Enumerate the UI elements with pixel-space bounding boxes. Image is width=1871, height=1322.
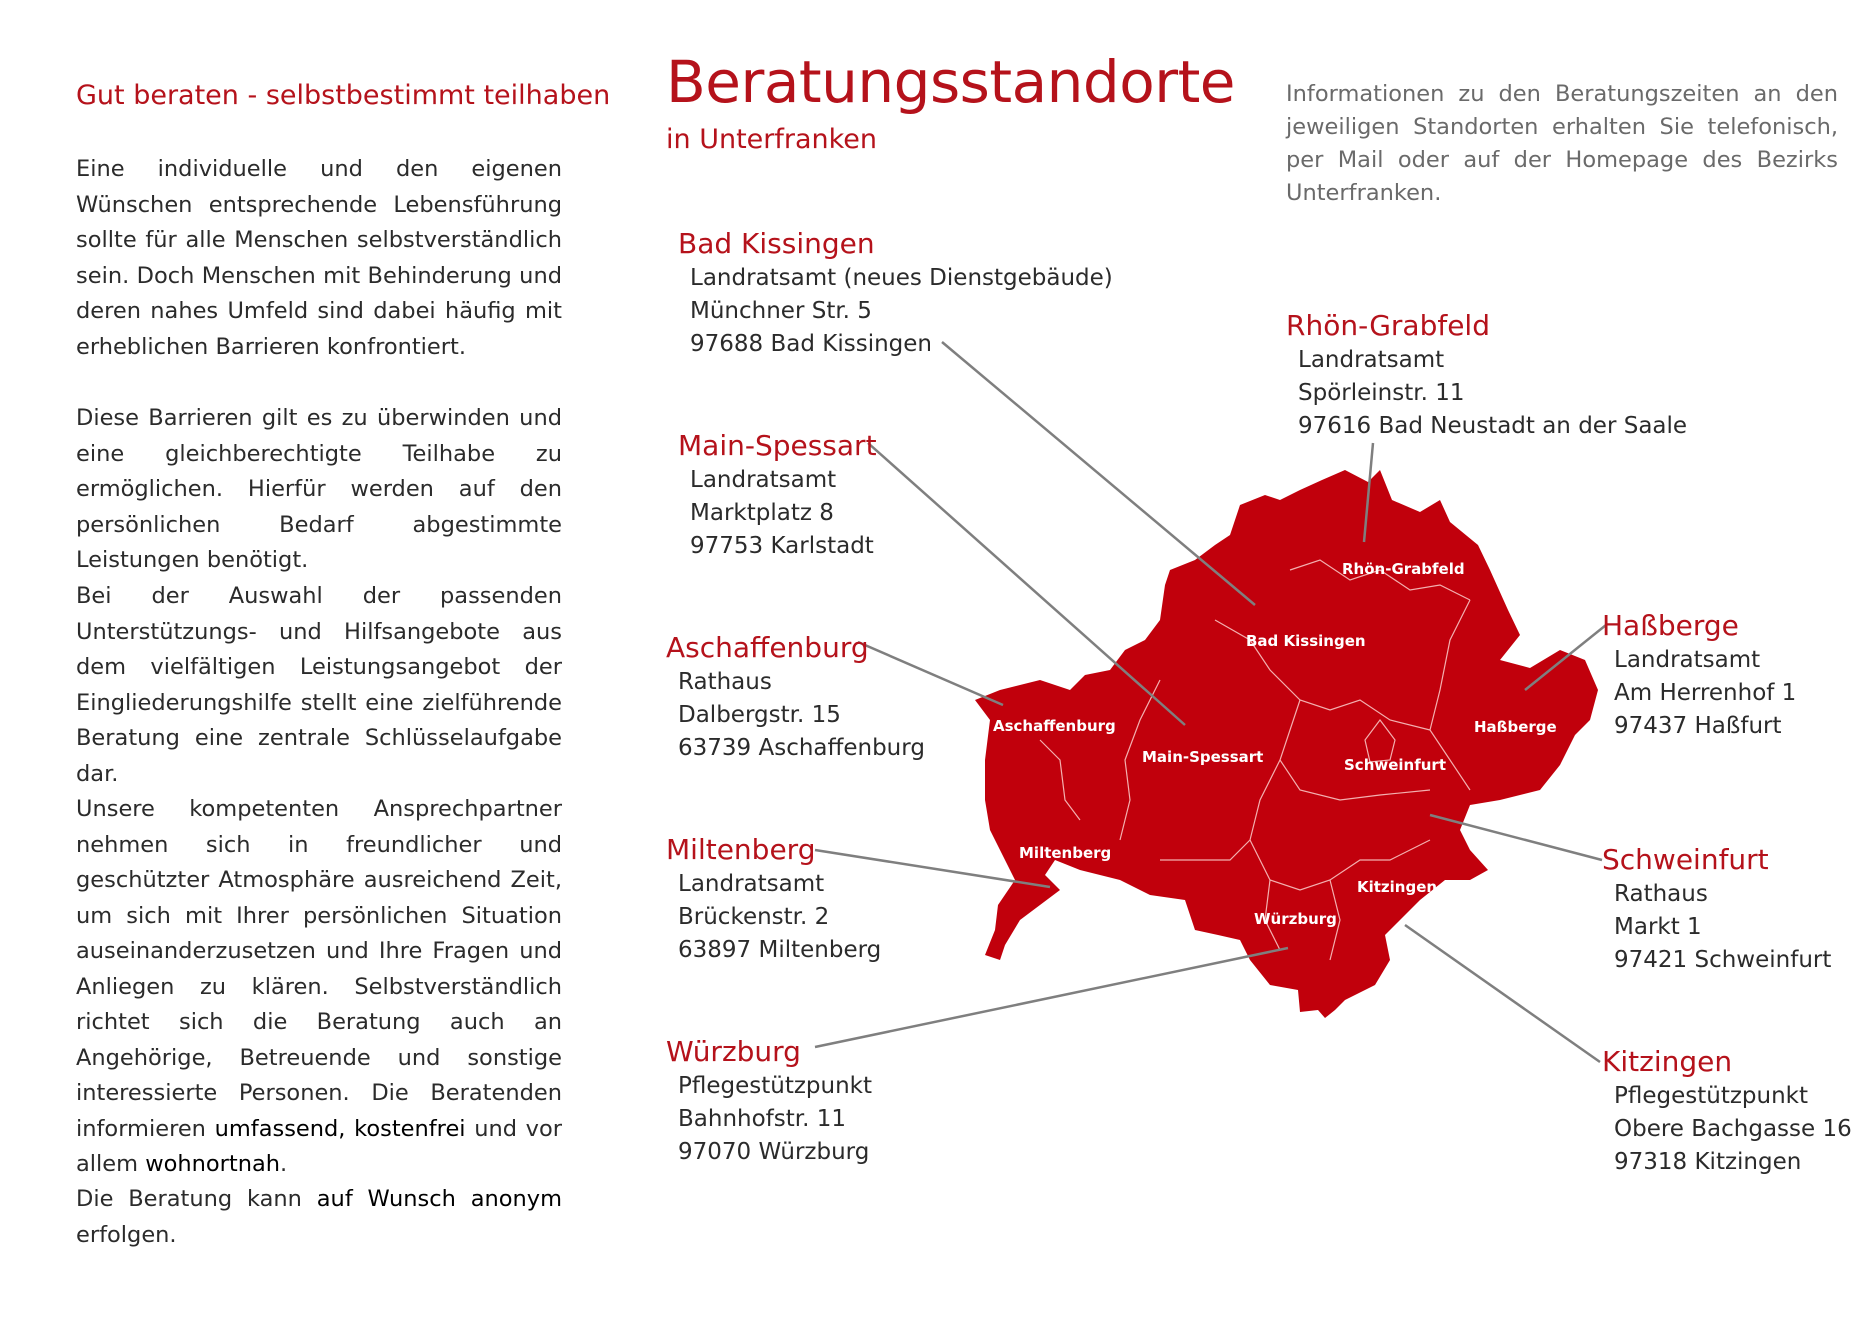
location-line: Landratsamt (neues Dienstgebäude) [690, 265, 1113, 291]
map-label-hassberge: Haßberge [1474, 718, 1557, 736]
location-line: 97688 Bad Kissingen [690, 331, 932, 357]
location-line: 97753 Karlstadt [690, 533, 874, 559]
location-bad-kissingen [678, 226, 1113, 361]
location-wuerzburg [666, 1034, 872, 1169]
location-line: Rathaus [678, 669, 772, 695]
map-label-aschaffenburg: Aschaffenburg [993, 717, 1116, 735]
location-aschaffenburg [666, 630, 925, 765]
info-text: Informationen zu den Beratungszeiten an den jeweiligen Standorten erhalten Sie telefonisch, per Mail oder auf der Homepage des Bezirks Unterfranken. [1286, 81, 1838, 206]
location-line: Pflegestützpunkt [1614, 1083, 1809, 1109]
p5-text-c: erfolgen. [76, 1221, 177, 1248]
location-line: Landratsamt [1614, 647, 1761, 673]
location-line: 97318 Kitzingen [1614, 1149, 1802, 1175]
p4-text-e: . [280, 1151, 288, 1177]
location-line: Spörleinstr. 11 [1298, 380, 1465, 406]
location-line: 97070 Würzburg [678, 1139, 870, 1165]
location-rhoen-grabfeld [1286, 308, 1687, 443]
location-name: Miltenberg [666, 833, 816, 866]
map-label-miltenberg: Miltenberg [1019, 844, 1112, 862]
p4-emphasis-2: wohnortnah [145, 1151, 281, 1177]
location-miltenberg [666, 832, 881, 967]
location-line: Obere Bachgasse 16 [1614, 1116, 1852, 1142]
map-shape [975, 470, 1598, 1018]
location-line: Landratsamt [678, 871, 825, 897]
location-line: 97421 Schweinfurt [1614, 947, 1832, 973]
map-label-bad-kissingen: Bad Kissingen [1246, 632, 1366, 650]
location-name: Kitzingen [1602, 1045, 1733, 1078]
location-name: Rhön-Grabfeld [1286, 309, 1490, 342]
location-line: 63739 Aschaffenburg [678, 735, 925, 761]
page-subtitle: in Unterfranken [666, 124, 878, 155]
location-name: Bad Kissingen [678, 227, 875, 260]
map-label-main-spessart: Main-Spessart [1142, 748, 1264, 766]
location-hassberge [1602, 608, 1796, 743]
location-line: Dalbergstr. 15 [678, 702, 841, 728]
map-label-rhoen-grabfeld: Rhön-Grabfeld [1342, 560, 1465, 578]
map-label-wuerzburg: Würzburg [1254, 910, 1337, 928]
location-line: 97437 Haßfurt [1614, 713, 1782, 739]
paragraph-2: Diese Barrieren gilt es zu überwinden und eine gleichberechtigte Teilhabe zu ermöglichen. Hierfür werden auf den persönlichen Bedarf abgestimmte Leistungen benötigt. [76, 405, 562, 573]
map-label-schweinfurt: Schweinfurt [1344, 756, 1446, 774]
location-schweinfurt [1602, 842, 1831, 977]
location-line: Marktplatz 8 [690, 500, 834, 526]
location-line: 97616 Bad Neustadt an der Saale [1298, 413, 1688, 439]
location-line: Am Herrenhof 1 [1614, 680, 1797, 706]
p4-text-a: Unsere kompetenten Ansprechpartner nehmen sich in freundlicher und geschützter Atmosphäre ausreichend Zeit, um sich mit Ihrer persönlichen Situation auseinanderzusetzen und Ihre Fragen und Anliegen zu klären. Selbstverständlich richtet sich die Beratung auch an Angehörige, Betreuende und sonstige interessierte Personen. Die Beratenden informieren [76, 796, 562, 1142]
left-heading: Gut beraten - selbstbestimmt teilhaben [76, 80, 611, 111]
location-line: Bahnhofstr. 11 [678, 1106, 847, 1132]
location-line: Landratsamt [1298, 347, 1445, 373]
p4-emphasis-1: umfassend, kostenfrei [214, 1115, 466, 1142]
map-label-kitzingen: Kitzingen [1357, 878, 1438, 896]
p5-text-a: Die Beratung kann [76, 1186, 317, 1212]
location-name: Schweinfurt [1602, 843, 1769, 876]
paragraph-5 [76, 1182, 562, 1253]
p5-emphasis: auf Wunsch anonym [316, 1186, 562, 1212]
location-name: Würzburg [666, 1035, 801, 1068]
p4-text-c: und vor allem [76, 1115, 563, 1177]
page-title: Beratungsstandorte [666, 48, 1235, 116]
paragraph-3: Bei der Auswahl der passenden Unterstützungs- und Hilfsangebote aus dem vielfältigen Leistungsangebot der Eingliederungshilfe stellt eine zielführende Beratung eine zentrale Schlüsselaufgabe dar. [76, 583, 562, 787]
paragraph-4 [76, 792, 562, 1183]
location-line: 63897 Miltenberg [678, 937, 882, 963]
location-line: Markt 1 [1614, 914, 1702, 940]
location-line: Münchner Str. 5 [690, 298, 872, 324]
location-line: Landratsamt [690, 467, 837, 493]
location-kitzingen [1602, 1044, 1852, 1179]
paragraph-1: Eine individuelle und den eigenen Wünschen entsprechende Lebensführung sollte für alle Menschen selbstverständlich sein. Doch Menschen mit Behinderung und deren nahes Umfeld sind dabei häufig mit erheblichen Barrieren konfrontiert. [76, 156, 562, 360]
location-name: Main-Spessart [678, 429, 877, 462]
location-line: Rathaus [1614, 881, 1708, 907]
location-main-spessart [678, 428, 877, 563]
location-name: Aschaffenburg [666, 631, 869, 664]
location-line: Pflegestützpunkt [678, 1073, 873, 1099]
location-line: Brückenstr. 2 [678, 904, 830, 930]
location-name: Haßberge [1602, 609, 1739, 642]
